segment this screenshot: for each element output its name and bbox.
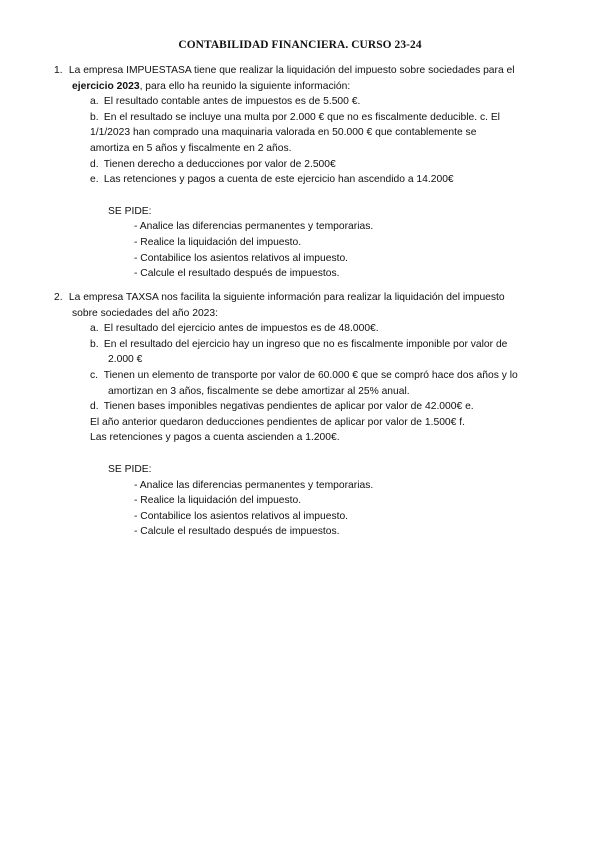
exercise-2-item-c	[90, 368, 544, 399]
exercise-2-items	[90, 321, 544, 415]
item-text-line2: 2.000 €	[108, 354, 143, 366]
item-letter: a.	[90, 96, 99, 108]
exercise-2-se-pide: SE PIDE:	[108, 463, 152, 475]
item-text-line1: En el resultado se incluye una multa por 2.000 € que no es fiscalmente deducible. c. El	[103, 111, 500, 123]
exercise-1-item-a	[90, 94, 544, 110]
exercise-2-line-e: El año anterior quedaron deducciones pendientes de aplicar por valor de 1.500€ f.	[90, 416, 465, 428]
task-item: - Analice las diferencias permanentes y temporarias.	[134, 221, 374, 233]
item-text: Las retenciones y pagos a cuenta de este ejercicio han ascendido a 14.200€	[103, 174, 454, 186]
item-text-line1: Tienen un elemento de transporte por valor de 60.000 € que se compró hace dos años y lo	[103, 369, 518, 381]
item-text: Tienen derecho a deducciones por valor de 2.500€	[103, 158, 336, 170]
exercise-2-intro-line1: La empresa TAXSA nos facilita la siguiente información para realizar la liquidación del impuesto	[68, 292, 505, 303]
item-letter: d.	[90, 401, 99, 413]
exercise-1-item-b-line2: 1/1/2023 han comprado una maquinaria valorada en 50.000 € que contablemente se	[90, 127, 477, 139]
item-text-line2: amortizan en 3 años, fiscalmente se debe amortizar al 25% anual.	[108, 385, 410, 397]
item-letter: b.	[90, 111, 99, 123]
task-item: - Analice las diferencias permanentes y temporarias.	[134, 479, 374, 491]
document-title: CONTABILIDAD FINANCIERA. CURSO 23-24	[178, 39, 422, 51]
exercise-1-intro	[54, 63, 544, 79]
exercise-2-intro	[54, 290, 544, 306]
exercise-1	[54, 63, 544, 282]
exercise-1-se-pide: SE PIDE:	[108, 205, 152, 217]
exercise-2-line-f: Las retenciones y pagos a cuenta ascienden a 1.200€.	[90, 432, 340, 444]
exercise-1-intro-line1: La empresa IMPUESTASA tiene que realizar la liquidación del impuesto sobre sociedades para el	[68, 65, 515, 76]
exercise-2-item-d	[90, 399, 544, 415]
item-letter: e.	[90, 174, 99, 186]
task-item: - Calcule el resultado después de impuestos.	[134, 526, 340, 538]
item-text-line1: En el resultado del ejercicio hay un ingreso que no es fiscalmente imponible por valor de	[103, 338, 508, 350]
item-letter: c.	[90, 369, 99, 381]
item-letter: b.	[90, 338, 99, 350]
task-item: - Calcule el resultado después de impuestos.	[134, 268, 340, 280]
exercise-1-number: 1.	[54, 65, 63, 76]
exercise-1-items	[90, 94, 544, 188]
exercise-1-item-d	[90, 157, 544, 173]
task-item: - Realice la liquidación del impuesto.	[134, 236, 302, 248]
exercise-1-year: ejercicio 2023	[72, 80, 140, 92]
exercise-1-item-b	[90, 110, 544, 126]
exercise-2-intro-line2: sobre sociedades del año 2023:	[72, 307, 218, 319]
exercise-1-intro-line2	[72, 79, 544, 95]
exercise-2-item-a	[90, 321, 544, 337]
exercise-1-tasks	[54, 219, 544, 281]
item-text: El resultado del ejercicio antes de impuestos es de 48.000€.	[103, 323, 379, 335]
exercise-1-item-b-line3: amortiza en 5 años y fiscalmente en 2 años.	[90, 142, 292, 154]
task-item: - Contabilice los asientos relativos al impuesto.	[134, 510, 349, 522]
item-text: El resultado contable antes de impuestos es de 5.500 €.	[103, 96, 361, 108]
exercise-2	[54, 290, 544, 540]
item-text: Tienen bases imponibles negativas pendientes de aplicar por valor de 42.000€ e.	[103, 401, 474, 413]
exercise-2-number: 2.	[54, 292, 63, 303]
exercise-1-intro-rest: , para ello ha reunido la siguiente información:	[139, 80, 351, 92]
exercise-2-item-b	[90, 337, 544, 368]
task-item: - Contabilice los asientos relativos al impuesto.	[134, 252, 349, 264]
item-letter: d.	[90, 158, 99, 170]
task-item: - Realice la liquidación del impuesto.	[134, 495, 302, 507]
exercise-1-item-e	[90, 172, 544, 188]
exercise-2-tasks	[54, 478, 544, 540]
item-letter: a.	[90, 323, 99, 335]
